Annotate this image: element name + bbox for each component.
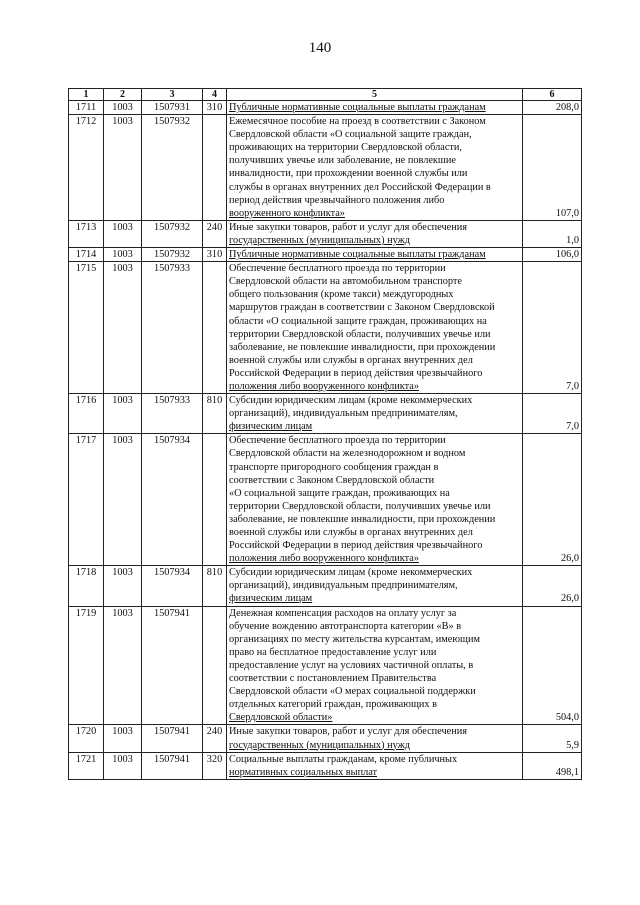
expense-type-cell: 310 [203, 101, 227, 115]
name-cell [227, 394, 523, 434]
expense-type-cell [203, 262, 227, 394]
table-row [69, 394, 582, 434]
section-code-cell: 1003 [104, 394, 142, 434]
expense-type-cell: 320 [203, 752, 227, 779]
name-line: заболевание, не повлекшие инвалидности, при прохождении [229, 513, 496, 525]
expense-type-cell [203, 115, 227, 221]
row-number-cell: 1715 [69, 262, 104, 394]
name-cell [227, 434, 523, 566]
article-code-cell: 1507941 [142, 606, 203, 725]
name-cell [227, 566, 523, 606]
amount-cell: 504,0 [523, 606, 582, 725]
name-line: территории Свердловской области, получивших увечье или [229, 328, 491, 340]
name-line: Обеспечение бесплатного проезда по территории [229, 263, 446, 275]
section-code-cell: 1003 [104, 752, 142, 779]
table-body [69, 101, 582, 780]
name-cell [227, 220, 523, 247]
page-number: 140 [308, 40, 332, 56]
name-line: физическим лицам [229, 421, 313, 433]
name-line: Публичные нормативные социальные выплаты гражданам [229, 102, 486, 113]
name-line: организаций), индивидуальным предпринимателям, [229, 408, 458, 420]
name-line: Российской Федерации в период действия чрезвычайного [229, 367, 483, 379]
article-code-cell: 1507933 [142, 262, 203, 394]
name-line: области «О социальной защите граждан, проживающих на [229, 315, 487, 327]
table-header [69, 89, 582, 101]
name-line: Социальные выплаты гражданам, кроме публичных [229, 753, 458, 765]
name-line: Свердловской области «О социальной защите граждан, [229, 129, 472, 141]
name-line: организаций), индивидуальным предпринимателям, [229, 580, 458, 592]
amount-cell: 7,0 [523, 394, 582, 434]
name-line: получивших увечье или заболевание, не повлекшие [229, 155, 456, 167]
table-row [69, 725, 582, 752]
name-cell [227, 248, 523, 262]
expense-type-cell: 810 [203, 566, 227, 606]
name-line: инвалидности, при прохождении военной службы или [229, 168, 468, 180]
expense-type-cell [203, 606, 227, 725]
budget-table [68, 88, 582, 780]
name-line: Обеспечение бесплатного проезда по территории [229, 435, 446, 447]
row-number-cell: 1718 [69, 566, 104, 606]
expense-type-cell: 310 [203, 248, 227, 262]
name-line: Российской Федерации в период действия чрезвычайного [229, 540, 483, 552]
name-line: период действия чрезвычайного положения либо [229, 194, 445, 206]
name-line: общего пользования (кроме такси) междугородных [229, 289, 454, 301]
name-line: Иные закупки товаров, работ и услуг для обеспечения [229, 726, 467, 738]
section-code-cell: 1003 [104, 262, 142, 394]
table-row [69, 262, 582, 394]
name-line: Свердловской области «О мерах социальной поддержки [229, 686, 476, 698]
header-row [69, 89, 582, 101]
amount-cell: 26,0 [523, 566, 582, 606]
article-code-cell: 1507932 [142, 248, 203, 262]
article-code-cell: 1507933 [142, 394, 203, 434]
section-code-cell: 1003 [104, 434, 142, 566]
expense-type-cell: 240 [203, 725, 227, 752]
name-line: государственных (муниципальных) нужд [229, 234, 410, 246]
name-line: маршрутов граждан в соответствии с Законом Свердловской [229, 302, 495, 314]
name-line: соответствии с Законом Свердловской области [229, 474, 435, 486]
section-code-cell: 1003 [104, 725, 142, 752]
amount-cell: 7,0 [523, 262, 582, 394]
section-code-cell: 1003 [104, 115, 142, 221]
name-line: государственных (муниципальных) нужд [229, 739, 410, 751]
row-number-cell: 1713 [69, 220, 104, 247]
name-line: предоставление услуг на условиях частичной оплаты, в [229, 659, 474, 671]
table-row [69, 248, 582, 262]
expense-type-cell [203, 434, 227, 566]
row-number-cell: 1716 [69, 394, 104, 434]
name-line: транспорте пригородного сообщения граждан в [229, 461, 439, 473]
column-header-1: 1 [69, 89, 104, 101]
row-number-cell: 1717 [69, 434, 104, 566]
table-row [69, 606, 582, 725]
section-code-cell: 1003 [104, 248, 142, 262]
name-line: Публичные нормативные социальные выплаты гражданам [229, 249, 486, 261]
name-line: Свердловской области на автомобильном транспорте [229, 276, 462, 288]
name-cell [227, 262, 523, 394]
amount-cell: 208,0 [523, 101, 582, 115]
section-code-cell: 1003 [104, 606, 142, 725]
name-line: службы в органах внутренних дел Российской Федерации в [229, 181, 491, 193]
name-line: физическим лицам [229, 593, 313, 605]
row-number-cell: 1711 [69, 101, 104, 115]
name-line: Иные закупки товаров, работ и услуг для обеспечения [229, 221, 467, 233]
name-line: положения либо вооруженного конфликта» [229, 553, 419, 565]
column-header-2: 2 [104, 89, 142, 101]
section-code-cell: 1003 [104, 220, 142, 247]
row-number-cell: 1720 [69, 725, 104, 752]
name-cell [227, 101, 523, 115]
amount-cell: 106,0 [523, 248, 582, 262]
section-code-cell: 1003 [104, 101, 142, 115]
article-code-cell: 1507941 [142, 725, 203, 752]
amount-cell: 498,1 [523, 752, 582, 779]
expense-type-cell: 240 [203, 220, 227, 247]
name-line: «О социальной защите граждан, проживающих на [229, 487, 450, 499]
name-line: территории Свердловской области, получивших увечье или [229, 500, 491, 512]
article-code-cell: 1507934 [142, 434, 203, 566]
name-line: соответствии с постановлением Правительства [229, 673, 437, 685]
column-header-3: 3 [142, 89, 203, 101]
row-number-cell: 1714 [69, 248, 104, 262]
amount-cell: 26,0 [523, 434, 582, 566]
name-line: нормативных социальных выплат [229, 766, 378, 778]
article-code-cell: 1507934 [142, 566, 203, 606]
table-row [69, 220, 582, 247]
article-code-cell: 1507941 [142, 752, 203, 779]
table-row [69, 115, 582, 221]
section-code-cell: 1003 [104, 566, 142, 606]
name-cell [227, 115, 523, 221]
expense-type-cell: 810 [203, 394, 227, 434]
name-line: Ежемесячное пособие на проезд в соответствии с Законом [229, 116, 486, 128]
column-header-5: 5 [227, 89, 523, 101]
table-row [69, 101, 582, 115]
column-header-4: 4 [203, 89, 227, 101]
name-line: военной службы или службы в органах внутренних дел [229, 354, 473, 366]
amount-cell: 5,9 [523, 725, 582, 752]
name-cell [227, 752, 523, 779]
table-row [69, 566, 582, 606]
name-line: Субсидии юридическим лицам (кроме некоммерческих [229, 395, 473, 407]
name-line: вооруженного конфликта» [229, 207, 345, 219]
article-code-cell: 1507932 [142, 115, 203, 221]
row-number-cell: 1721 [69, 752, 104, 779]
article-code-cell: 1507932 [142, 220, 203, 247]
amount-cell: 107,0 [523, 115, 582, 221]
row-number-cell: 1712 [69, 115, 104, 221]
name-line: положения либо вооруженного конфликта» [229, 380, 419, 392]
table-row [69, 434, 582, 566]
amount-cell: 1,0 [523, 220, 582, 247]
table-row [69, 752, 582, 779]
name-line: отдельных категорий граждан, проживающих в [229, 699, 437, 711]
name-cell [227, 606, 523, 725]
name-line: военной службы или службы в органах внутренних дел [229, 527, 473, 538]
name-line: заболевание, не повлекшие инвалидности, при прохождении [229, 341, 496, 353]
name-line: право на бесплатное предоставление услуг или [229, 646, 437, 658]
name-line: организациях по месту жительства курсантам, имеющим [229, 633, 480, 645]
name-line: Свердловской области» [229, 712, 333, 724]
name-cell [227, 725, 523, 752]
name-line: Субсидии юридическим лицам (кроме некоммерческих [229, 567, 473, 579]
name-line: Денежная компенсация расходов на оплату услуг за [229, 607, 457, 619]
name-line: проживающих на территории Свердловской области, [229, 142, 462, 154]
column-header-6: 6 [523, 89, 582, 101]
row-number-cell: 1719 [69, 606, 104, 725]
article-code-cell: 1507931 [142, 101, 203, 115]
name-line: Свердловской области на железнодорожном и водном [229, 448, 466, 460]
name-line: обучение вождению автотранспорта категории «В» в [229, 620, 462, 632]
